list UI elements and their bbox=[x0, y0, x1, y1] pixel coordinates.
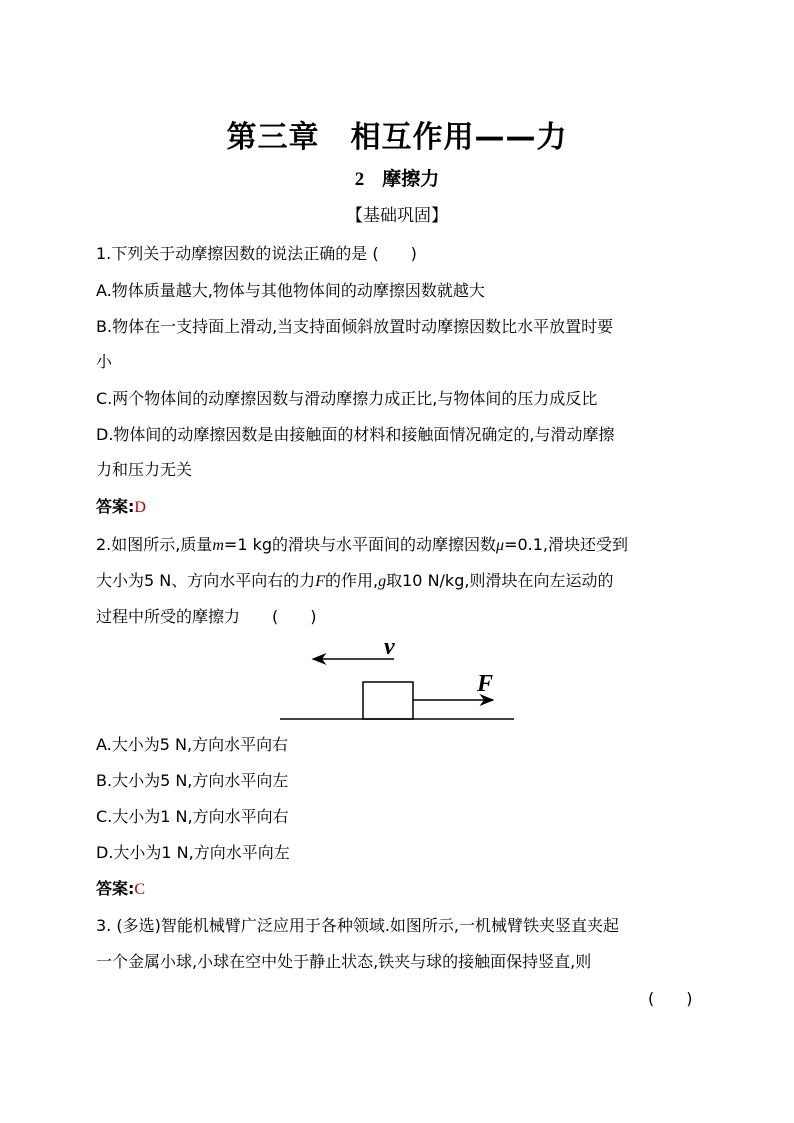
q1-answer bbox=[96, 495, 706, 520]
q2-stem-line3: 过程中所受的摩擦力 ( ) bbox=[96, 607, 317, 626]
q2-option-c: C.大小为1 N,方向水平向右 bbox=[96, 807, 289, 826]
q2-stem-line2 bbox=[96, 569, 706, 594]
q1-option-a: A.物体质量越大,物体与其他物体间的动摩擦因数就越大 bbox=[96, 281, 485, 300]
q3-stem-line2: 一个金属小球,小球在空中处于静止状态,铁夹与球的接触面保持竖直,则 bbox=[96, 952, 592, 971]
q3-stem-line1: 3. (多选)智能机械臂广泛应用于各种领域.如图所示,一机械臂铁夹竖直夹起 bbox=[96, 916, 620, 935]
sub-title: 【基础巩固】 bbox=[346, 206, 448, 226]
q2-text: 取10 N/kg,则滑块在向左运动的 bbox=[386, 571, 614, 590]
q3-answer-paren: ( ) bbox=[648, 989, 693, 1008]
section-title bbox=[0, 164, 794, 191]
q1-option-b-line1: B.物体在一支持面上滑动,当支持面倾斜放置时动摩擦因数比水平放置时要 bbox=[96, 317, 614, 336]
q2-option-d: D.大小为1 N,方向水平向左 bbox=[96, 843, 290, 862]
force-label: F bbox=[477, 671, 494, 697]
chapter-title: 第三章 相互作用——力 bbox=[226, 120, 568, 155]
q2-answer-value: C bbox=[134, 881, 146, 898]
q1-answer-label: 答案: bbox=[96, 497, 135, 516]
q2-text: =0.1,滑块还受到 bbox=[504, 535, 629, 554]
section-number: 2 bbox=[354, 169, 365, 190]
q1-option-d-line1: D.物体间的动摩擦因数是由接触面的材料和接触面情况确定的,与滑动摩擦 bbox=[96, 425, 615, 444]
q2-text: 2.如图所示,质量 bbox=[96, 535, 213, 554]
q2-option-b: B.大小为5 N,方向水平向左 bbox=[96, 771, 289, 790]
block-force-diagram bbox=[280, 630, 520, 726]
var-g: g bbox=[378, 573, 387, 590]
section-name: 摩擦力 bbox=[382, 168, 440, 190]
q2-text: 大小为5 N、方向水平向右的力 bbox=[96, 571, 316, 590]
q1-option-b-line2: 小 bbox=[96, 352, 113, 371]
q1-stem: 1.下列关于动摩擦因数的说法正确的是 ( ) bbox=[96, 244, 417, 263]
q2-answer bbox=[96, 877, 706, 902]
var-F: F bbox=[315, 573, 326, 590]
q1-answer-value: D bbox=[134, 499, 146, 516]
q1-option-c: C.两个物体间的动摩擦因数与滑动摩擦力成正比,与物体间的压力成反比 bbox=[96, 389, 598, 408]
q2-stem-line1 bbox=[96, 533, 706, 558]
q2-answer-label: 答案: bbox=[96, 879, 135, 898]
slider-block bbox=[363, 682, 413, 719]
q2-text: 的作用, bbox=[325, 571, 379, 590]
velocity-label: v bbox=[384, 634, 395, 660]
q2-text: =1 kg的滑块与水平面间的动摩擦因数 bbox=[223, 535, 497, 554]
var-m: m bbox=[212, 537, 224, 554]
q2-option-a: A.大小为5 N,方向水平向右 bbox=[96, 735, 289, 754]
q1-option-d-line2: 力和压力无关 bbox=[96, 460, 193, 479]
var-mu: μ bbox=[496, 537, 505, 554]
